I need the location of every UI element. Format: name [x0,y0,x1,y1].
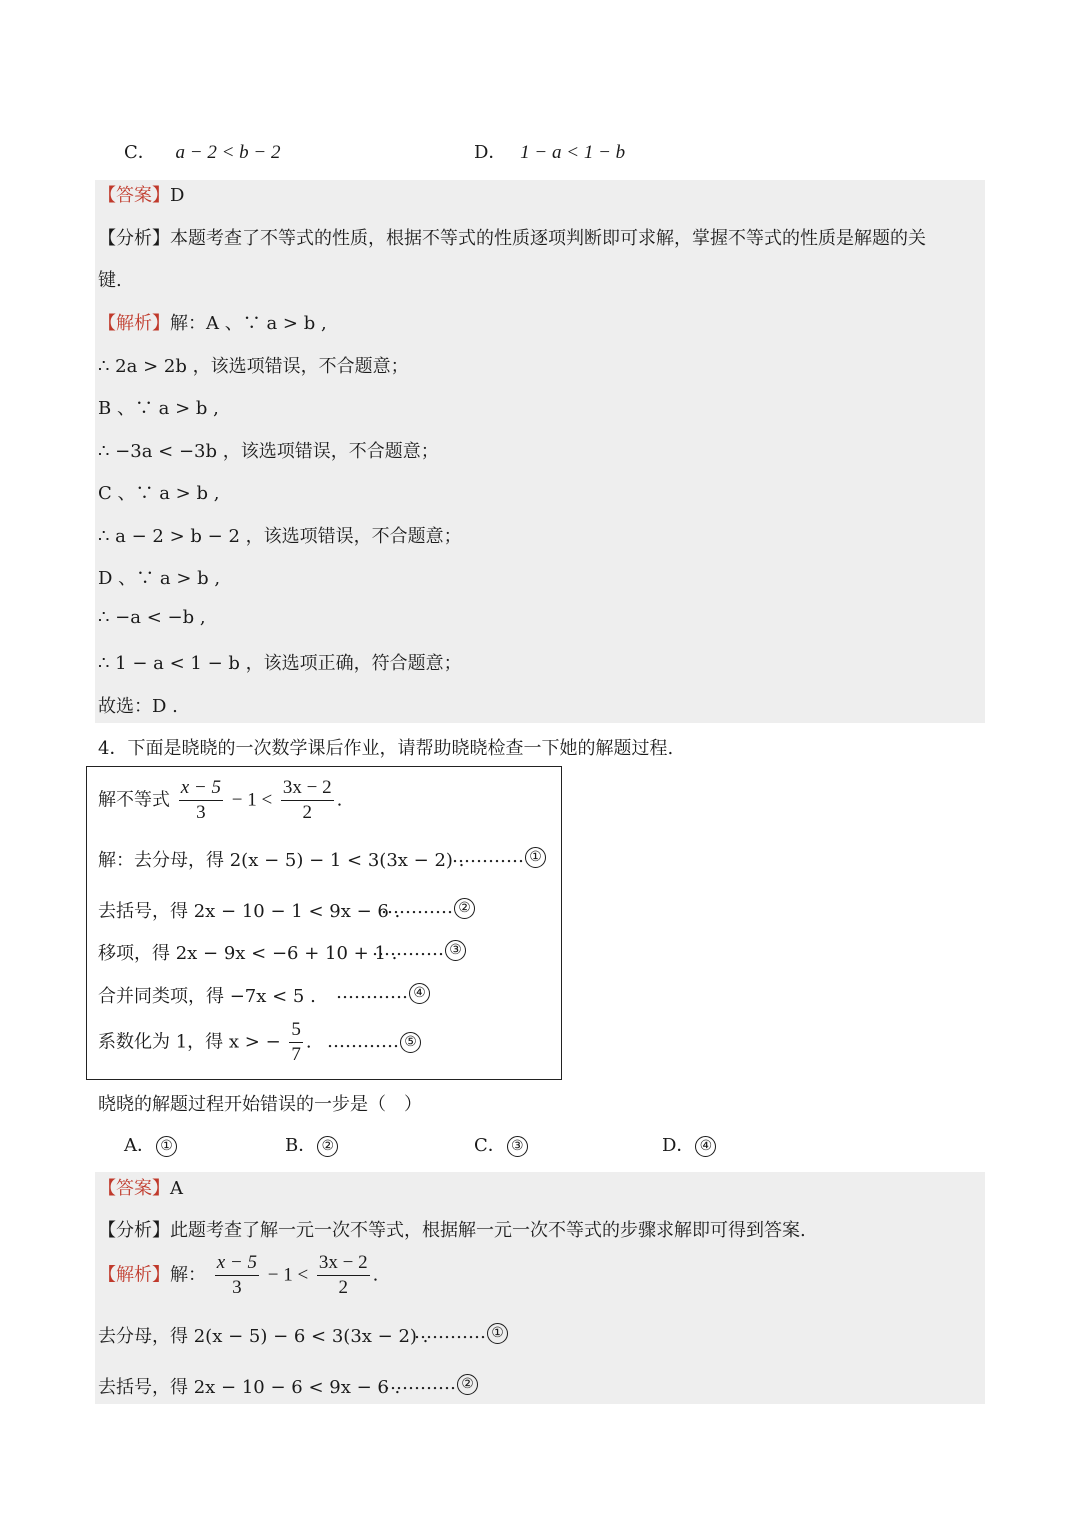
q3-analysis-line2: 键. [98,270,122,291]
fraction: $\frac{3x - 2}{2}$ [282,777,332,823]
homework-title: 解不等式 $\frac{x - 5}{3}$ − 1 < $\frac{3x - 2}{2}$ . [98,777,343,823]
q3-step: D 、∵ a > b , [98,568,221,589]
step-marker-2: ………… ② [381,897,475,919]
q3-step: 故选：D . [98,696,178,717]
fraction: $\frac{5}{7}$ [291,1019,301,1065]
q4-solution-intro: 【解析】解： $\frac{x - 5}{3}$ − 1 < $\frac{3x - 2}{2}$ . [98,1252,379,1298]
option-d: D． 1 − a < 1 − b [474,142,626,163]
option-c: C． a − 2 < b − 2 [124,142,281,163]
fraction: $\frac{x - 5}{3}$ [180,777,221,823]
fraction: $\frac{x - 5}{3}$ [216,1252,257,1298]
q3-step: ∴ −3a < −3b ，该选项错误，不合题意； [98,441,439,462]
q3-step: C 、∵ a > b , [98,483,220,504]
q3-analysis-line1: 【分析】本题考查了不等式的性质，根据不等式的性质逐项判断即可求解，掌握不等式的性质是解题的关 [98,228,926,249]
q3-step: ∴ −a < −b , [98,607,206,628]
q3-step: ∴ 1 − a < 1 − b ，该选项正确，符合题意； [98,653,462,674]
q4-solution-step-1: 去分母，得 2(x − 5) − 6 < 3(3x − 2) . [98,1326,429,1347]
option-d-text: 1 − a < 1 − b [520,142,626,163]
homework-step-5: 系数化为 1，得 x > − $\frac{5}{7}$ . [98,1019,312,1065]
homework-step-3: 移项，得 2x − 9x < −6 + 10 + 1 . [98,943,398,964]
homework-step-4: 合并同类项，得 −7x < 5 . [98,986,316,1007]
q3-step: B 、∵ a > b , [98,398,219,419]
q4-answer: 【答案】A [98,1178,183,1199]
step-marker-1: ………… ① [452,846,546,868]
q4-question: 晓晓的解题过程开始错误的一步是（ ） [98,1094,422,1115]
q3-step: ∴ 2a > 2b ，该选项错误，不合题意； [98,356,409,377]
homework-step-2: 去括号，得 2x − 10 − 1 < 9x − 6 . [98,901,401,922]
q4-analysis: 【分析】此题考查了解一元一次不等式，根据解一元一次不等式的步骤求解即可得到答案. [98,1220,806,1241]
q4-option-a: A． ① [124,1131,177,1157]
fraction: $\frac{3x - 2}{2}$ [318,1252,368,1298]
q3-solution-intro: 【解析】解：A 、∵ a > b , [98,313,327,334]
step-marker-4: ………… ④ [336,982,430,1004]
solution-marker-1: ………… ① [414,1322,508,1344]
step-marker-5: ………… ⑤ [327,1031,421,1053]
q4-option-c: C． ③ [474,1131,528,1157]
q3-step: ∴ a − 2 > b − 2 ，该选项错误，不合题意； [98,526,462,547]
homework-step-1: 解：去分母，得 2(x − 5) − 1 < 3(3x − 2) . [98,850,465,871]
q4-stem: 4．下面是晓晓的一次数学课后作业，请帮助晓晓检查一下她的解题过程. [98,738,674,759]
step-marker-3: ………… ③ [372,939,466,961]
solution-marker-2: ………… ② [384,1373,478,1395]
q4-option-b: B． ② [285,1131,338,1157]
q4-solution-step-2: 去括号，得 2x − 10 − 6 < 9x − 6 . [98,1377,401,1398]
option-c-text: a − 2 < b − 2 [175,142,281,163]
q4-option-d: D． ④ [662,1131,716,1157]
q3-answer: 【答案】D [98,185,185,206]
